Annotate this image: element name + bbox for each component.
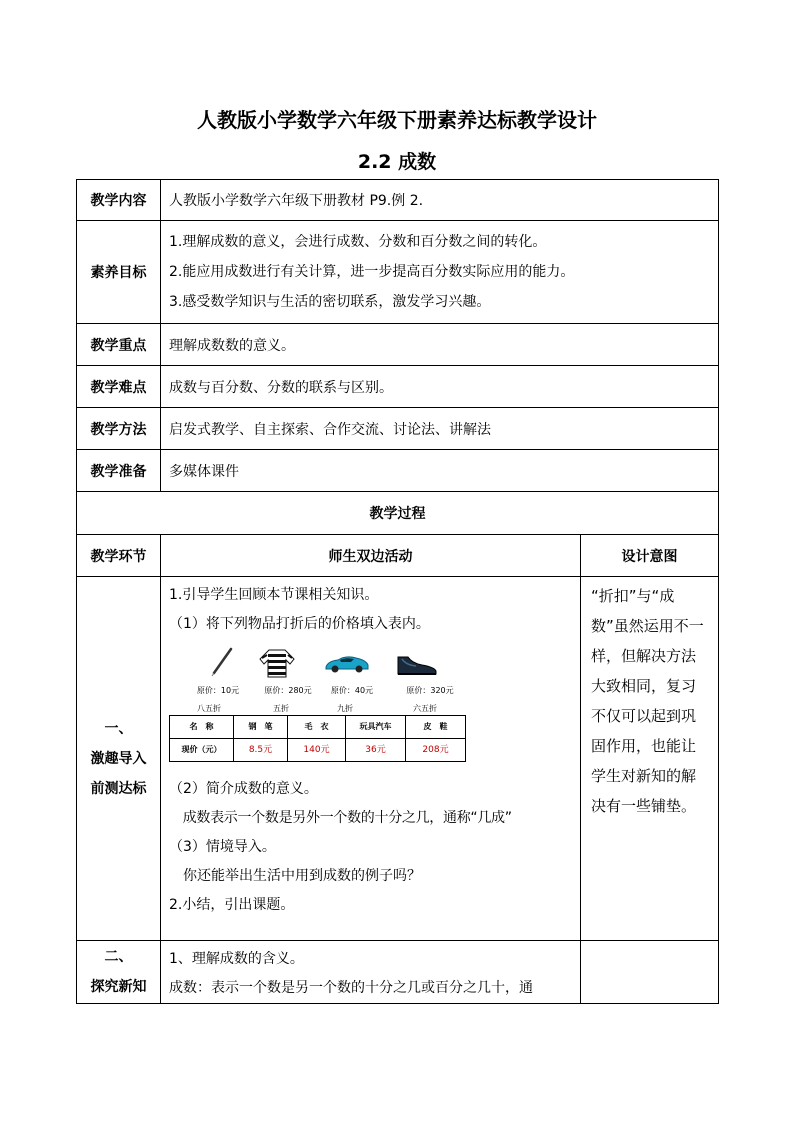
process-header: 教学过程 bbox=[77, 492, 719, 535]
activity-line: 1.引导学生回顾本节课相关知识。 bbox=[169, 587, 379, 603]
stage-2-number: 二、 bbox=[104, 949, 133, 965]
original-price-shoe: 原价：320元 bbox=[406, 686, 454, 695]
price-illustration bbox=[169, 647, 469, 769]
activity-line: 1、理解成数的含义。 bbox=[169, 951, 304, 967]
price-table-value: 36元 bbox=[346, 739, 406, 762]
row-stage-2 bbox=[77, 941, 719, 1004]
discount-sweater: 五折 bbox=[273, 704, 289, 713]
price-table-value: 8.5元 bbox=[234, 739, 288, 762]
row-goals bbox=[77, 221, 719, 324]
pen-icon bbox=[209, 647, 235, 677]
original-price-pen: 原价：10元 bbox=[196, 686, 240, 695]
original-price-car: 原价：40元 bbox=[330, 686, 374, 695]
label-method: 教学方法 bbox=[77, 408, 161, 450]
label-key-point: 教学重点 bbox=[77, 324, 161, 366]
price-table-name-header: 名 称 bbox=[170, 716, 234, 739]
row-process-header bbox=[77, 492, 719, 535]
price-table-price-header: 现价（元） bbox=[170, 739, 234, 762]
stage-1-title-line1: 激趣导入 bbox=[90, 750, 147, 767]
price-table-item: 毛 衣 bbox=[288, 716, 346, 739]
stage-1-activity bbox=[161, 577, 581, 941]
activity-line: （3）情境导入。 bbox=[169, 839, 276, 855]
activity-line: 成数表示一个数是另外一个数的十分之几，通称“几成” bbox=[169, 810, 512, 826]
label-teaching-content: 教学内容 bbox=[77, 180, 161, 221]
goals-list bbox=[161, 221, 719, 324]
label-preparation: 教学准备 bbox=[77, 450, 161, 492]
price-table-header-row bbox=[170, 716, 466, 739]
original-price-sweater: 原价：280元 bbox=[264, 686, 312, 695]
row-method bbox=[77, 408, 719, 450]
toy-car-icon bbox=[324, 653, 370, 675]
row-stage-1 bbox=[77, 577, 719, 941]
activity-line: 你还能举出生活中用到成数的例子吗？ bbox=[169, 868, 421, 884]
value-difficulty: 成数与百分数、分数的联系与区别。 bbox=[161, 366, 719, 408]
stage-1-design-intent: “折扣”与“成数”虽然运用不一样，但解决方法大致相同，复习不仅可以起到巩固作用，也能让学生对新知的解决有一些铺垫。 bbox=[581, 577, 719, 941]
value-teaching-content: 人教版小学数学六年级下册教材 P9.例 2. bbox=[161, 180, 719, 221]
stage-2-title: 探究新知 bbox=[90, 979, 147, 995]
discount-price-table bbox=[169, 715, 466, 762]
row-difficulty bbox=[77, 366, 719, 408]
col-activity-header: 师生双边活动 bbox=[161, 535, 581, 577]
price-table-value: 208元 bbox=[406, 739, 466, 762]
goal-item: 2.能应用成数进行有关计算，进一步提高百分数实际应用的能力。 bbox=[169, 264, 575, 280]
col-stage-header: 教学环节 bbox=[77, 535, 161, 577]
stage-1-number: 一、 bbox=[104, 720, 133, 737]
stage-1-title-line2: 前测达标 bbox=[90, 780, 147, 797]
row-teaching-content bbox=[77, 180, 719, 221]
activity-line: 2.小结，引出课题。 bbox=[169, 897, 295, 913]
stage-1-name bbox=[77, 577, 161, 941]
leather-shoe-icon bbox=[394, 651, 438, 677]
label-goals: 素养目标 bbox=[77, 221, 161, 324]
activity-line: （1）将下列物品打折后的价格填入表内。 bbox=[169, 616, 430, 632]
label-difficulty: 教学难点 bbox=[77, 366, 161, 408]
value-method: 启发式教学、自主探索、合作交流、讨论法、讲解法 bbox=[161, 408, 719, 450]
price-table-value: 140元 bbox=[288, 739, 346, 762]
stage-2-activity bbox=[161, 941, 581, 1004]
activity-line: 成数：表示一个数是另一个数的十分之几或百分之几十，通 bbox=[169, 980, 533, 996]
price-table-item: 皮 鞋 bbox=[406, 716, 466, 739]
lesson-plan-table bbox=[76, 179, 719, 1004]
goal-item: 3.感受数学知识与生活的密切联系，激发学习兴趣。 bbox=[169, 294, 491, 310]
stage-2-design-intent bbox=[581, 941, 719, 1004]
discount-shoe: 六五折 bbox=[413, 704, 437, 713]
goal-item: 1.理解成数的意义，会进行成数、分数和百分数之间的转化。 bbox=[169, 234, 547, 250]
row-preparation bbox=[77, 450, 719, 492]
price-table-item: 钢 笔 bbox=[234, 716, 288, 739]
row-column-headers bbox=[77, 535, 719, 577]
lesson-subtitle: 2.2 成数 bbox=[357, 151, 437, 173]
sweater-icon bbox=[259, 647, 295, 679]
value-key-point: 理解成数数的意义。 bbox=[161, 324, 719, 366]
row-key-point bbox=[77, 324, 719, 366]
price-table-value-row bbox=[170, 739, 466, 762]
price-table-item: 玩具汽车 bbox=[346, 716, 406, 739]
document-title: 人教版小学数学六年级下册素养达标教学设计 bbox=[197, 108, 597, 132]
value-preparation: 多媒体课件 bbox=[161, 450, 719, 492]
discount-pen: 八五折 bbox=[197, 704, 221, 713]
stage-2-name bbox=[77, 941, 161, 1004]
activity-line: （2）简介成数的意义。 bbox=[169, 781, 318, 797]
col-intent-header: 设计意图 bbox=[581, 535, 719, 577]
discount-car: 九折 bbox=[337, 704, 353, 713]
